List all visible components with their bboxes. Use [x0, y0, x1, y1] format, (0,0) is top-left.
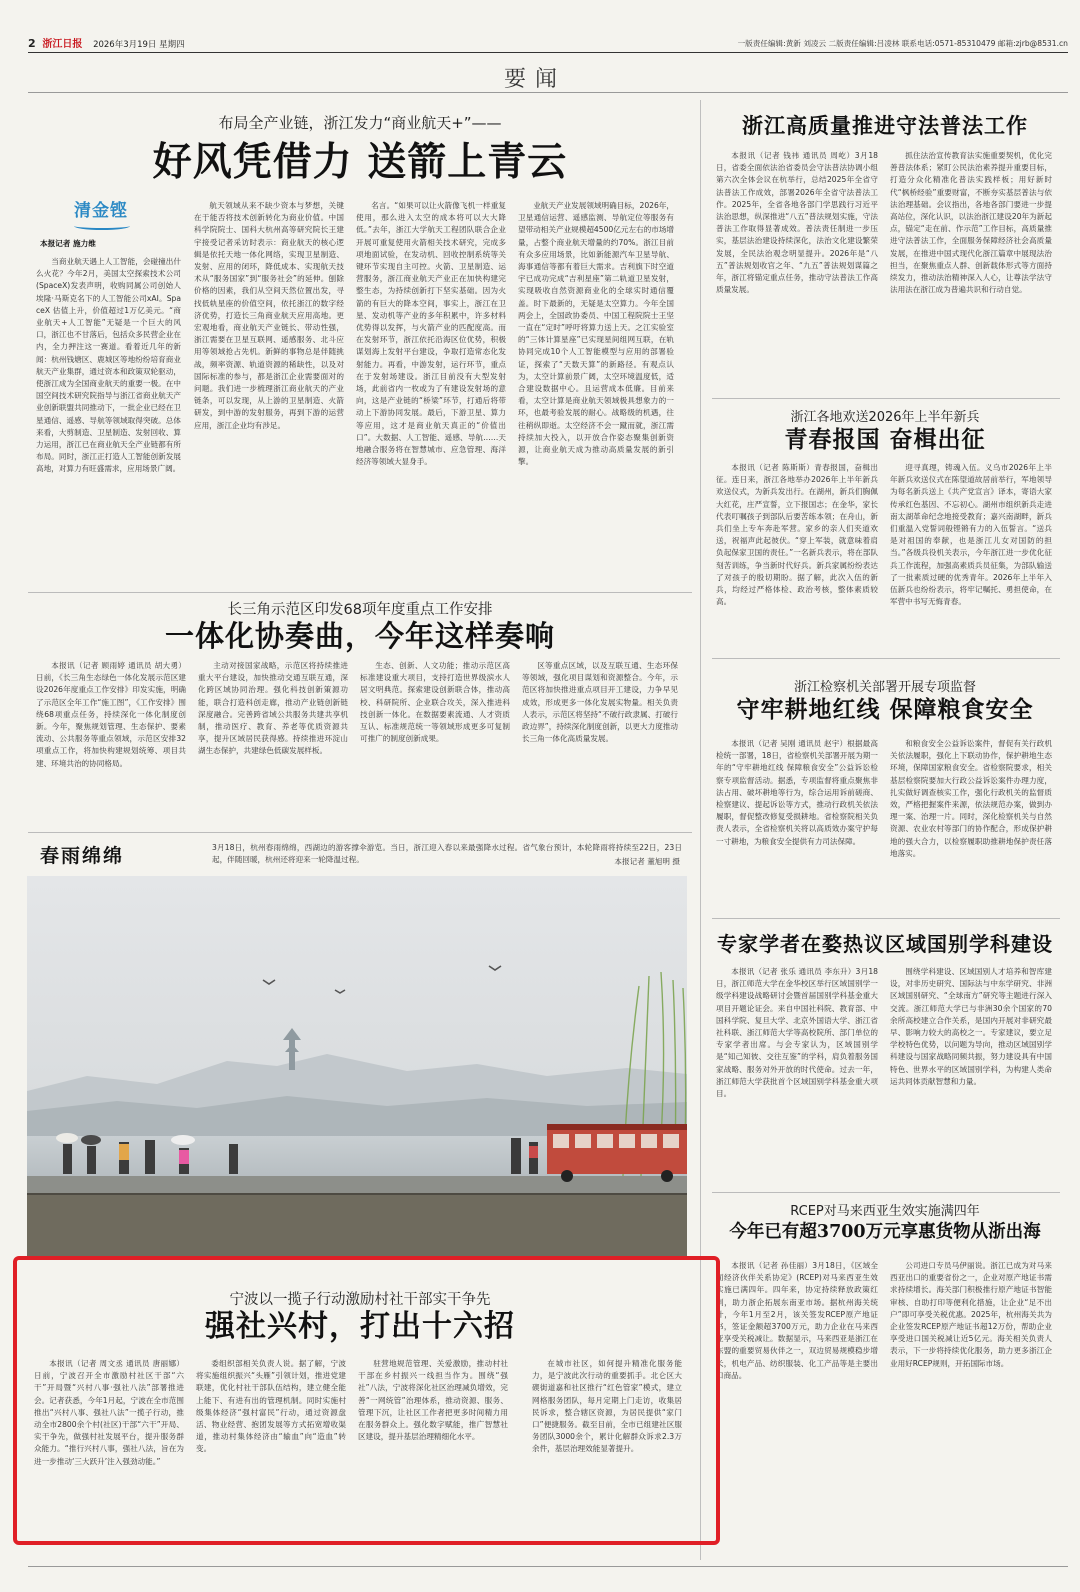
mid-paragraph: 区等重点区域，以及互联互通、生态环保等领域，强化项目谋划和资源整合。今年，示范区将加快推进重点项目开工建设，力争早见成效，形成更多一体化发展实物量。相关负责人表示，示范区将坚持“不破行政隶属、打破行政边界”，持续深化制度创新，以更大力度推动长三角一体化高质量发展。	[522, 661, 678, 744]
mid-column-3	[360, 660, 510, 820]
right3-paragraph: 本报讯（记者 吴刚 通讯员 赵宇）根据最高检统一部署，18日，省检察机关部署开展为期一年的“守牢耕地红线 保障粮食安全”公益诉讼检察专项监督活动。据悉，专项监督将重点聚焦非法占用、破坏耕地等行为，综合运用诉前磋商、检察建议、提起诉讼等方式，推动行政机关依法履职，督促整改修复受损耕地。省检察院相关负责人表示，全省检察机关将以高质效办案守护每一寸耕地，为粮食安全提供有力司法保障。	[716, 739, 878, 846]
bottom-headline: 强社兴村，打出十六招	[205, 1309, 515, 1344]
right3-paragraph: 和粮食安全公益诉讼案件，督促有关行政机关依法履职，强化上下联动协作，保护耕地生态环境，保障国家粮食安全。省检察院要求，相关基层检察院要加大行政公益诉讼案件办理力度，扎实做好调查核实工作，强化行政机关的监督质效，严格把握案件来源，依法规范办案，做到办理一案、治理一片。同时，深化检察机关与自然资源、农业农村等部门的协作配合，形成保护耕地的强大合力，以检察履职助推耕地保护责任落地落实。	[890, 739, 1052, 858]
bottom-column-3	[358, 1358, 508, 1530]
section-rule	[28, 92, 1068, 93]
right3-column-1	[716, 738, 878, 908]
right1-headline: 浙江高质量推进守法普法工作	[742, 113, 1028, 138]
bottom-column-2	[196, 1358, 346, 1530]
mid-paragraph: 本报讯（记者 顾雨婷 通讯员 胡大勇）日前，《长三角生态绿色一体化发展示范区建设2026年度重点工作安排》印发实施，明确了示范区全年工作“施工图”，《工作安排》围绕68项重点任务，持续深化一体化制度创新。今年，聚焦规划管理、生态保护、要素流动、公共服务等重点领域，示范区安排32项重点工作，将加快构建规划统筹、项目共建、环境共治的协同格局。	[36, 661, 186, 768]
editor-info: 一版责任编辑:黄新 刘凌云 二版责任编辑:吕凌林 联系电话:0571-85310479 邮箱:zjrb@8531.cn	[737, 39, 1068, 48]
lead-column-logo	[74, 200, 134, 234]
right4-paragraph: 本报讯（记者 张乐 通讯员 李东升）3月18日，浙江师范大学在金华校区举行区域国别学一级学科建设战略研讨会暨首届国别学科基金重大项目开题论证会。来自中国社科院、教育部、中国科学院、复旦大学、北京外国语大学、浙江省社科联、浙江师范大学等高校院所、部门单位的专家学者出席。与会专家认为，区域国别学是“知己知彼、交往互鉴”的学科，肩负着服务国家战略、服务对外开放的时代使命。过去一年，浙江师范大学获批首个区域国别学科基金重大项目。	[716, 967, 878, 1099]
right3-kicker: 浙江检察机关部署开展专项监督	[793, 680, 976, 695]
right4-rule	[712, 1192, 1060, 1193]
lead-paragraph: 名言。“如果可以让火箭像飞机一样重复使用，那么进入太空的成本将可以大大降低。”去年，浙江大学航天工程团队联合企业开展可重复使用火箭相关技术研究，完成多项地面试验，在发动机、回收控制系统等关键环节实现自主可控。火箭、卫星制造、运营服务，浙江商业航天产业正在加快构建完整生态，为持续创新打下坚实基础。因为火箭的有巨大的降本空间，事实上，浙江在卫星、发动机等产业的多年积累中，许多材料优势得以发挥，与火箭产业的匹配度高。而在发射环节，浙江依托沿海区位优势，积极谋划海上发射平台建设，争取打造常态化发射能力。再看，中游发射，运行环节，重点在于发射场建设。浙江目前没有大型发射场，此前省内一枚或为了有建设发射场的意向，这是产业链的“桥梁”环节，打通后将带动上下游协同发展。最后，下游卫星、算力等应用，这才是商业航天真正的“价值出口”。大数据、人工智能、遥感、导航……天地融合服务将在智慧城市、应急管理、海洋经济等领域大显身手。	[356, 201, 506, 467]
mid-paragraph: 主动对接国家战略，示范区将持续推进重大平台建设，加快推动交通互联互通，深化跨区域协同治理。强化科技创新策源功能，联合打造科创走廊，推动产业链创新链深度融合。完善跨省域公共服务共建共享机制，推动医疗、教育、养老等优质资源共享，提升区域居民获得感。持续推进环淀山湖生态保护，共建绿色低碳发展样板。	[198, 661, 348, 756]
paper-logo: 浙江日报	[42, 39, 83, 50]
right4-paragraph: 围绕学科建设、区域国别人才培养和智库建设，对非历史研究、国际法与中东学研究、非洲区域国别研究、“全球南方”研究等主题进行深入交流。浙江师范大学已与非洲30余个国家的70余所高校建立合作关系，是国内开展对非研究最早、影响力较大的高校之一。专家建议，要立足学校特色优势，以问题为导向，推动区域国别学科建设与国家战略同频共振，努力建设具有中国特色、世界水平的区域国别学科，为构建人类命运共同体贡献智慧和力量。	[890, 967, 1052, 1086]
lead-column-3	[356, 200, 506, 584]
west-lake-photo	[27, 876, 687, 1256]
right3-headline: 守牢耕地红线 保障粮食安全	[736, 696, 1034, 723]
right3-column-2	[890, 738, 1052, 908]
lead-column-4	[518, 200, 674, 584]
page-number: 2	[28, 37, 36, 50]
right5-column-1	[716, 1260, 878, 1536]
right4-column-2	[890, 966, 1052, 1148]
right1-paragraph: 本报讯（记者 钱祎 通讯员 周屹）3月18日，省委全面依法治省委员会守法普法协调小组第六次全体会议在杭举行，总结2025年全省守法普法工作成效，部署2026年全省守法普法工作。2025年，全省各地各部门学思践行习近平法治思想，纵深推进“八五”普法规划实施，守法普法工作取得显著成效。普法责任制进一步压实，基层法治建设持续深化，法治文化建设繁荣发展，全民法治观念明显提升。2026年是“八五”普法规划收官之年、“九五”普法规划谋篇之年，浙江将锚定重点任务，推动守法普法工作高质量发展。	[716, 151, 878, 295]
right4-column-1	[716, 966, 878, 1148]
mid-column-4	[522, 660, 678, 820]
right5-kicker: RCEP对马来西亚生效实施满四年	[790, 1204, 980, 1219]
right1-column-1	[716, 150, 878, 390]
west-lake-scene-image	[27, 876, 687, 1256]
mid-headline: 一体化协奏曲，今年这样奏响	[164, 619, 555, 653]
lead-paragraph: 航天领域从来不缺少资本与梦想，关键在于能否将技术创新转化为商业价值。中国科学院院士、国科大杭州高等研究院长王建宇接受记者采访时表示：商业航天的核心逻辑是依托天地一体化网络，实现卫星制造、发射、应用的闭环，降低成本、实现航天技术从“服务国家”到“服务社会”的延伸。刨除价格的因素，我们从空间天然位置出发，寻找低轨星座的价值空间，依托浙江的数字经济优势，打造长三角商业航天应用高地。更宏观地看，商业航天产业链长、带动性强，浙江需要在卫星互联网、遥感服务、北斗应用等领域抢占先机。新鲜的事物总是伴随挑战，频率资源、轨道资源的稀缺性，以及对国际标准的参与，都是浙江企业需要面对的问题。我们进一步梳理浙江商业航天的产业链条，可以发现，从上游的卫星制造、火箭研发，到中游的发射服务，再到下游的运营应用，浙江企业均有涉足。	[194, 201, 344, 430]
right1-column-2	[890, 150, 1052, 390]
right5-column-2	[890, 1260, 1052, 1536]
logo-wave-icon	[74, 222, 130, 230]
lead-column-2	[194, 200, 344, 584]
right3-rule	[712, 918, 1060, 919]
right2-rule	[712, 658, 1060, 659]
mid-bottom-rule	[28, 832, 692, 833]
bottom-column-1	[34, 1358, 184, 1530]
mid-column-2	[198, 660, 348, 820]
bottom-paragraph: 在城市社区，如何提升精准化服务能力，是宁波此次行动的重要抓手。北仑区大碶街道嘉和社区推行“红色管家”模式，建立网格服务团队，每月定期上门走访，收集居民诉求，整合辖区资源，为居民提供“家门口”便捷服务。截至目前，全市已组建社区服务团队3000余个，累计化解群众诉求2.3万余件，基层治理效能显著提升。	[532, 1359, 682, 1454]
right5-paragraph: 公司进口专员马伊丽说。浙江已成为对马来西亚出口的重要省份之一，企业对原产地证书需求持续增长。海关部门积极推行原产地证书智能审核、自助打印等便利化措施，让企业“足不出户”即可享受关税优惠。2025年，杭州海关共为企业签发RCEP原产地证书超12万份，帮助企业享受进口国关税减让近5亿元。海关相关负责人表示，下一步将持续优化服务，助力更多浙江企业用好RCEP规则，开拓国际市场。	[890, 1261, 1052, 1368]
bottom-paragraph: 委组织部相关负责人说。据了解，宁波将实施组织振兴“头雁”引领计划，推进党建联建，优化村社干部队伍结构，建立健全能上能下、有进有出的管理机制。同时实施村级集体经济“强村富民”行动，通过资源盘活、物业经营、抱团发展等方式拓宽增收渠道，推动村集体经济由“输血”向“造血”转变。	[196, 1359, 346, 1454]
lead-paragraph: 业航天产业发展领域明确目标，2026年，卫星通信运营、遥感监测、导航定位等服务有望带动相关产业规模超4500亿元左右的市场增量，占整个商业航天增量的约70%。浙江目前有众多应用场景，比如新能源汽车卫星导航、海事通信等都有着巨大需求。吉利旗下时空道宇已成功完成“吉利星座”第二轨道卫星发射，实现吸收自然资源商业化的全球实时通信覆盖。时下最新的，无疑是太空算力。今年全国两会上，全国政协委员、中国工程院院士王坚一直在“定时”呼吁将算力送上天。之江实验室的“三体计算星座”已实现星间组网互联，在轨协同完成10个人工智能模型与应用的部署验证，探索了“天数天算”的新路径。有观点认为，太空计算前景广阔，太空环境温度低，适合建设数据中心。且运营成本低廉。目前来看，太空计算是商业航天领域极具想象力的一环，也最考验发展的耐心。战略级的机遇，往往稍纵即逝。太空经济不会一蹴而就，浙江需持续加大投入，以开放合作姿态聚集创新资源，让商业航天成为推动高质量发展的新引擎。	[518, 201, 674, 467]
sightseeing-cart-icon	[547, 1124, 687, 1182]
issue-date: 2026年3月19日 星期四	[93, 40, 185, 50]
bottom-paragraph: 本报讯（记者 周文丞 通讯员 唐丽娜）日前，宁波召开全市激励村社区干部“六干”开局暨“兴村八事·强社八法”部署推进会。记者获悉，今年1月起，宁波在全市范围推出“兴村八事、强社八法”一揽子行动，推动全市2800余个村(社区)干部“六干”开局、实干争先，做强村社发展平台，提升服务群众能力。“推行兴村八事，强社八法，旨在为进一步推动‘三大跃升’注入强劲动能。”	[34, 1359, 184, 1466]
mid-kicker: 长三角示范区印发68项年度重点工作安排	[227, 602, 493, 618]
bottom-kicker: 宁波以一揽子行动激励村社干部实干争先	[229, 1292, 491, 1308]
lead-bottom-rule	[28, 592, 692, 593]
lead-kicker: 布局全产业链，浙江发力“商业航天+”——	[218, 114, 502, 132]
right2-headline: 青春报国 奋楫出征	[784, 426, 986, 453]
lead-column-1	[36, 256, 181, 584]
right2-column-2	[890, 462, 1052, 644]
right2-column-1	[716, 462, 878, 644]
right1-rule	[712, 398, 1060, 399]
section-title: 要闻	[503, 67, 566, 92]
right4-headline: 专家学者在婺热议区域国别学科建设	[717, 932, 1053, 956]
photo-credit: 本报记者 董旭明 摄	[614, 857, 680, 866]
page-header	[28, 36, 1068, 53]
photo-section-title: 春雨绵绵	[40, 845, 125, 867]
right2-paragraph: 本报讯（记者 陈斯斯）青春报国，奋楫出征。连日来，浙江各地举办2026年上半年新兵欢送仪式，为新兵发出行。在湖州，新兵们胸佩大红花，庄严宣誓，立下报国志；在金华，家长代表叮嘱孩子到部队后要苦练本领；在舟山，新兵们坐上专车奔赴军营。家乡的亲人们夹道欢送，祝福声此起彼伏。“穿上军装，就意味着肩负起保家卫国的责任。”一名新兵表示，将在部队刻苦训练，争当新时代好兵。新兵家属纷纷表达了对孩子的殷切期盼。据了解，此次入伍的新兵，均经过严格体检、政治考核，整体素质较高。	[716, 463, 878, 607]
bottom-paragraph: 驻营地规范管理、关爱激励，推动村社干部在乡村振兴一线担当作为。围绕“强社”八法，宁波将深化社区治理减负增效，完善“一网统管”治理体系，推动资源、服务、管理下沉，让社区工作者把更多时间精力用在服务群众上。强化数字赋能，推广智慧社区建设，提升基层治理精细化水平。	[358, 1359, 508, 1442]
page-bottom-rule	[28, 1566, 1068, 1567]
lead-headline: 好风凭借力 送箭上青云	[152, 139, 568, 185]
right5-headline: 今年已有超3700万元享惠货物从浙出海	[729, 1222, 1041, 1242]
right5-paragraph: 本报讯（记者 孙佳丽）3月18日，《区域全面经济伙伴关系协定》(RCEP)对马来西亚生效实施已满四年。四年来，协定持续释放政策红利，助力浙企拓展东南亚市场。据杭州海关统计，今年1月至2月，该关签发RCEP原产地证书，签证金额超3700万元，助力企业在马来西亚享受关税减让。数据显示，马来西亚是浙江在东盟的重要贸易伙伴之一，双边贸易规模稳步增长，机电产品、纺织服装、化工产品等是主要出口商品。	[716, 1261, 878, 1380]
mid-paragraph: 生态、创新、人文功能；推动示范区高标准建设重大项目，支持打造世界级滨水人居文明典范。探索建设创新联合体，推动高校、科研院所、企业联合攻关，深入推进科技创新一体化。在数据要素流通、人才资质互认、标准规范统一等领域形成更多可复制可推广的制度创新成果。	[360, 661, 510, 744]
mid-column-1	[36, 660, 186, 820]
lead-byline: 本报记者 施力维	[40, 239, 96, 248]
right2-paragraph: 迎寻真理，铸魂入伍。义乌市2026年上半年新兵欢送仪式在陈望道故居前举行，军地领导为每名新兵送上《共产党宣言》译本，寄语大家传承红色基因、不忘初心。湖州市组织新兵走进南太湖革命纪念地接受教育；嘉兴南湖畔，新兵们重温入党誓词般铿锵有力的入伍誓言。“送兵是对祖国的奉献，也是浙江儿女对国防的担当。”各级兵役机关表示，今年浙江进一步优化征兵工作流程，加强高素质兵员征集，为部队输送了一批素质过硬的优秀青年。2026年上半年入伍新兵也纷纷表示，将牢记嘱托、勇担使命，在军营中书写无悔青春。	[890, 463, 1052, 607]
right2-kicker: 浙江各地欢送2026年上半年新兵	[790, 410, 980, 425]
right1-paragraph: 抓住法治宣传教育法实施重要契机，优化完善普法体系；紧盯公民法治素养提升重要目标，打造分众化精准化普法实践样板；用好新时代“枫桥经验”重要财富，不断夯实基层普法与依法治理基础。会议指出，各地各部门要进一步提高站位，深化认识，以法治浙江建设20年为新起点，锚定“走在前、作示范”工作目标，高质量推进守法普法工作，全面服务保障经济社会高质量发展，在推进中国式现代化浙江篇章中展现法治担当，在聚焦重点人群、创新载体形式等方面持续发力，推动法治精神深入人心，让尊法学法守法用法在浙江成为普遍共识和行动自觉。	[890, 151, 1052, 295]
bottom-column-4	[532, 1358, 682, 1530]
photo-caption: 3月18日，杭州春雨绵绵，西湖边的游客撑伞游览。当日，浙江迎入春以来最强降水过程。省气象台预计，本轮降雨将持续至22日，23日起，伴随回暖，杭州还将迎来一轮降温过程。	[212, 843, 682, 865]
lead-paragraph: 当商业航天遇上人工智能，会碰撞出什么火花？今年2月，美国太空探索技术公司(SpaceX)发表声明，收购同属公司创始人埃隆·马斯克名下的人工智能公司xAI。SpaceX 估值上升，价值超过1万亿美元。“商业航天+人工智能”无疑是一个巨大的风口，浙江也不甘落后，包括众多民营企业在内，全力押注这一赛道。看着近几年的新闻：杭州钱塘区、鹿城区等地纷纷培育商业航天产业集群，通过资本和政策双轮驱动，使浙江成为全国商业航天的重要一极。在中国空间技术研究院指导与浙江省商业航天产业创新联盟共同推动下，一批企业已经在卫星通信、遥感、导航等领域取得突破。总体来看，大剪制造、卫星制造、发射回收、算力运用，浙江已在商业航天全产业链都有所布局。同时，浙江正打造人工智能创新发展高地，对算力有旺盛需求，应用场景广阔。	[36, 257, 181, 474]
qingjin-logo-icon: 清金铿	[74, 201, 128, 221]
